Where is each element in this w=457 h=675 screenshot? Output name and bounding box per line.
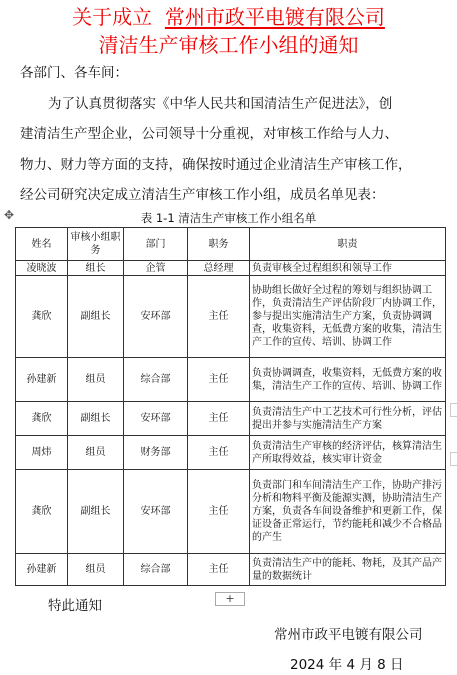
cell-department: 综合部 [124, 358, 188, 402]
table-row [16, 358, 446, 402]
greeting: 各部门、各车间： [20, 65, 128, 81]
cell-duty: 负责清洁生产审核的经济评估，核算清洁生产所取得效益，核实审计资金 [250, 436, 446, 470]
title-prefix: 关于成立 [72, 5, 153, 29]
cell-team-role: 组员 [68, 554, 124, 586]
cell-department: 综合部 [124, 554, 188, 586]
cell-duty: 负责协调调查，收集资料，无低费方案的收集，清洁生产工作的宣传、培训、协调工作 [250, 358, 446, 402]
cell-name: 周炜 [16, 436, 68, 470]
body-line-1: 为了认真贯彻落实《中华人民共和国清洁生产促进法》，创 [48, 96, 393, 112]
cell-department: 安环部 [124, 470, 188, 554]
member-table [15, 227, 446, 586]
cell-team-role: 副组长 [68, 470, 124, 554]
cell-name: 龚欣 [16, 470, 68, 554]
cell-position: 主任 [188, 470, 250, 554]
cell-position: 总经理 [188, 261, 250, 276]
cell-team-role: 组员 [68, 358, 124, 402]
table-row [16, 261, 446, 276]
header-position: 职务 [188, 228, 250, 261]
header-department: 部门 [124, 228, 188, 261]
table-caption: 表 1-1 清洁生产审核工作小组名单 [140, 211, 317, 225]
add-row-button[interactable]: + [215, 592, 245, 606]
signature-date: 2024 年 4 月 8 日 [290, 657, 404, 673]
table-row [16, 402, 446, 436]
cell-team-role: 副组长 [68, 402, 124, 436]
cell-position: 主任 [188, 436, 250, 470]
cell-position: 主任 [188, 402, 250, 436]
cell-duty: 负责审核全过程组织和领导工作 [250, 261, 446, 276]
body-line-4: 经公司研究决定成立清洁生产审核工作小组，成员名单见表： [20, 187, 385, 203]
cell-position: 主任 [188, 276, 250, 358]
cell-duty: 协助组长做好全过程的筹划与组织协调工作，负责清洁生产评估阶段厂内协调工作，参与提出实施清洁生产方案，负责协调调查，收集资料，无低费方案的收集，清洁生产工作的宣传、培训、协调工作 [250, 276, 446, 358]
notice-title-line2: 清洁生产审核工作小组的通知 [98, 33, 359, 57]
table-row [16, 436, 446, 470]
header-name: 姓名 [16, 228, 68, 261]
table-header-row [16, 228, 446, 261]
cell-duty: 负责部门和车间清洁生产工作，协助产排污分析和物料平衡及能源实测，协助清洁生产方案，负责各车间设备维护和更新工作，保证设备正常运行，节约能耗和减少不合格品的产生 [250, 470, 446, 554]
cell-duty: 负责清洁生产中的能耗、物耗，及其产品产量的数据统计 [250, 554, 446, 586]
notice-title-line1 [0, 4, 457, 30]
table-move-handle-icon[interactable]: ✥ [3, 208, 15, 222]
cell-team-role: 副组长 [68, 276, 124, 358]
body-line-3: 物力、财力等方面的支持，确保按时通过企业清洁生产审核工作， [20, 157, 412, 173]
table-row [16, 276, 446, 358]
header-duty: 职责 [250, 228, 446, 261]
table-row [16, 554, 446, 586]
body-line-2: 建清洁生产型企业，公司领导十分重视，对审核工作给与人力、 [20, 126, 398, 142]
cell-department: 企管 [124, 261, 188, 276]
title-company-name: 常州市政平电镀有限公司 [164, 5, 385, 29]
cell-team-role: 组员 [68, 436, 124, 470]
signature-company: 常州市政平电镀有限公司 [274, 627, 423, 643]
row-resize-marker[interactable] [450, 403, 457, 417]
cell-position: 主任 [188, 554, 250, 586]
cell-team-role: 组长 [68, 261, 124, 276]
cell-position: 主任 [188, 358, 250, 402]
cell-name: 龚欣 [16, 276, 68, 358]
cell-name: 凌晓波 [16, 261, 68, 276]
header-team-role: 审核小组职务 [68, 228, 124, 261]
cell-department: 财务部 [124, 436, 188, 470]
cell-name: 龚欣 [16, 402, 68, 436]
cell-department: 安环部 [124, 402, 188, 436]
cell-duty: 负责清洁生产中工艺技术可行性分析，评估提出并参与实施清洁生产方案 [250, 402, 446, 436]
closing-text: 特此通知 [48, 598, 102, 614]
cell-name: 孙建新 [16, 554, 68, 586]
table-row [16, 470, 446, 554]
cell-name: 孙建新 [16, 358, 68, 402]
row-resize-marker[interactable] [450, 452, 457, 466]
cell-department: 安环部 [124, 276, 188, 358]
